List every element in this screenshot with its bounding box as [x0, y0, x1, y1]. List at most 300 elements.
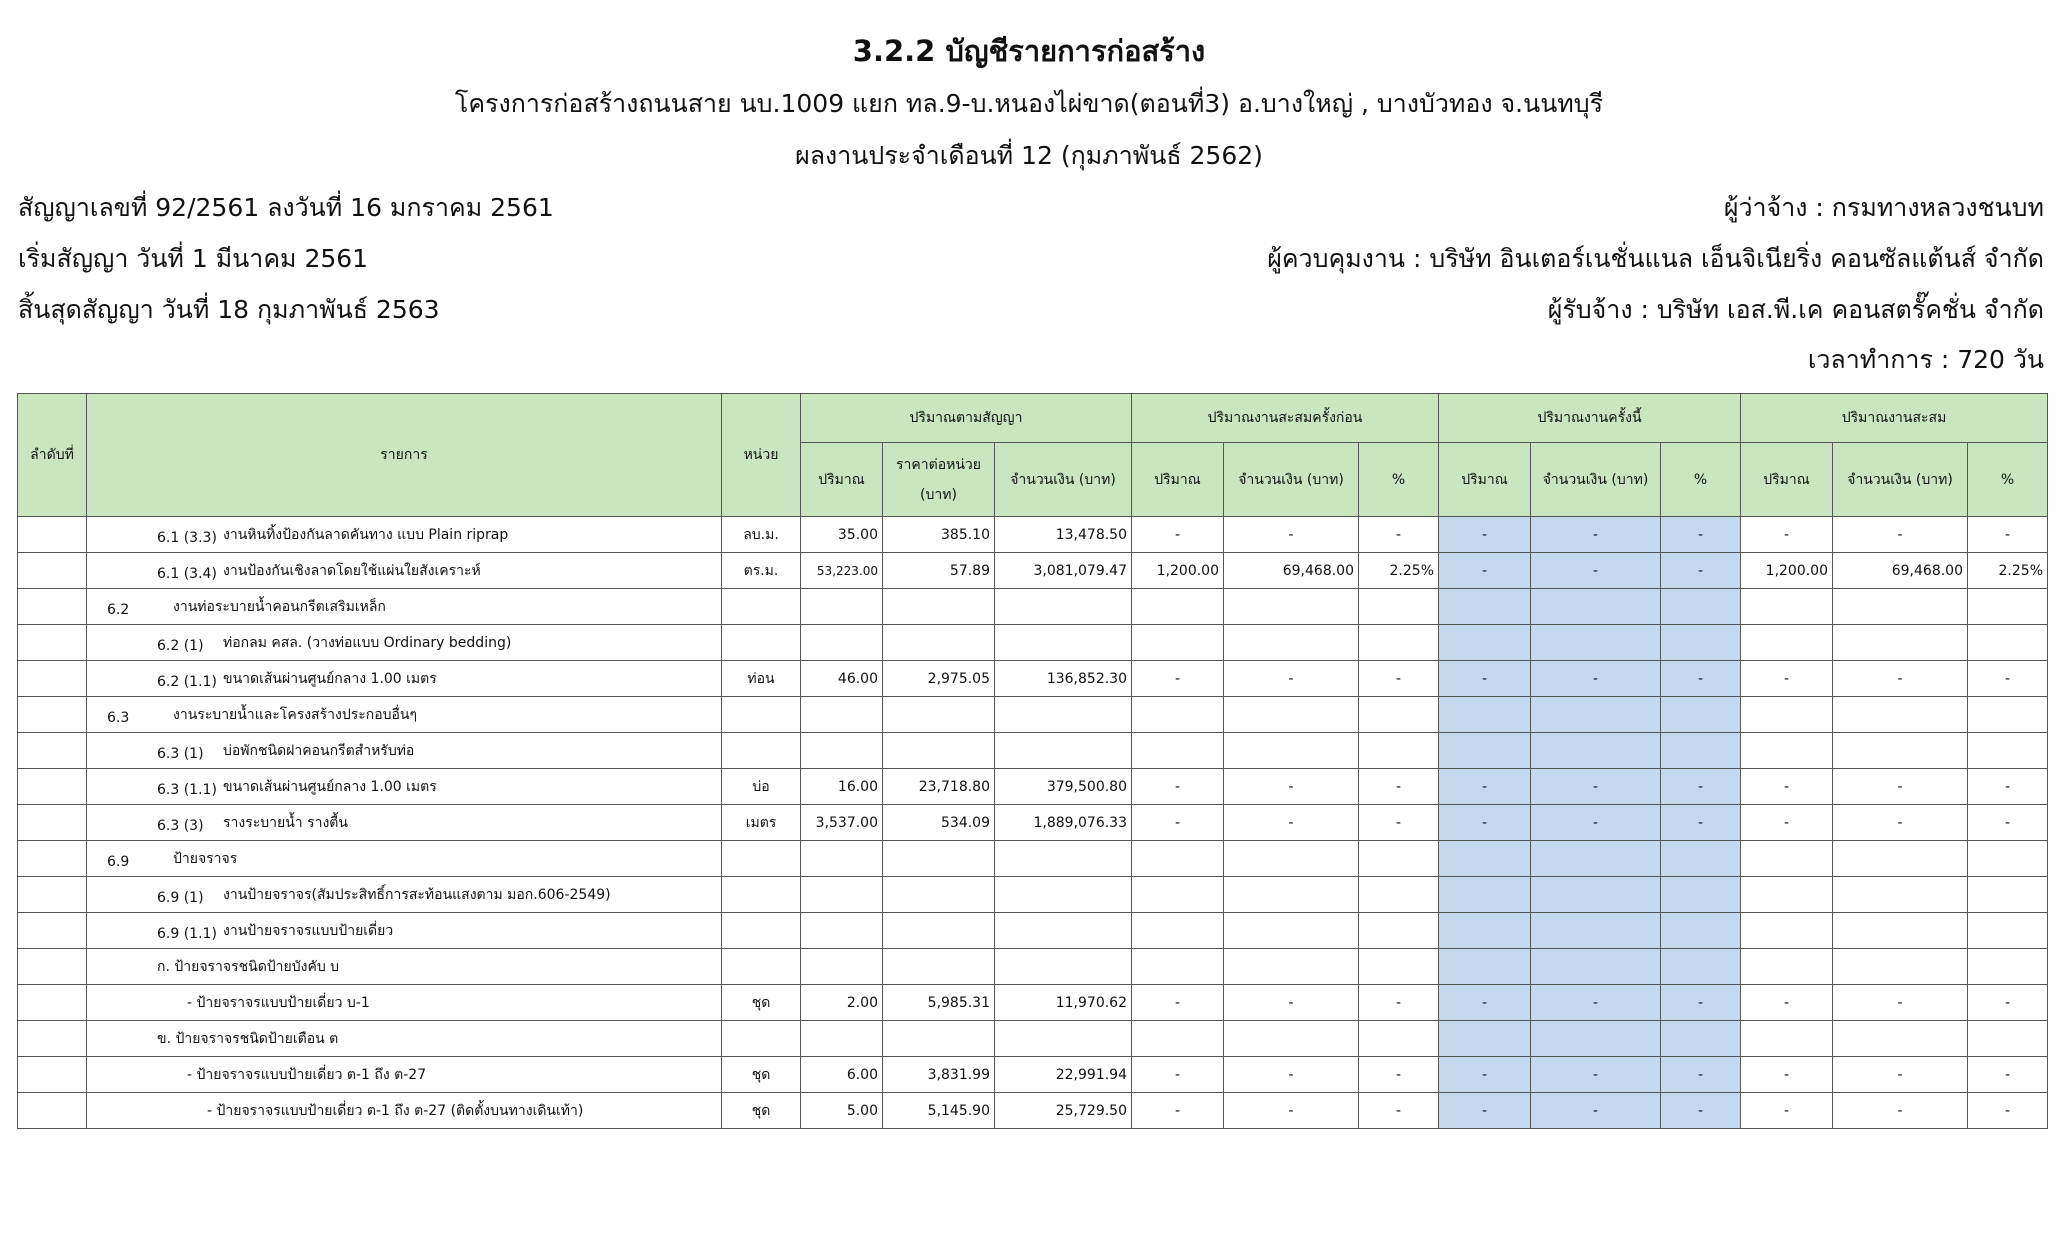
previous-amount-cell: - — [1224, 661, 1359, 697]
contract-amount-cell — [995, 877, 1132, 913]
contract-qty-cell — [801, 1021, 883, 1057]
unit-cell — [722, 733, 801, 769]
unit-cell — [722, 877, 801, 913]
cumulative-qty-cell — [1741, 877, 1833, 913]
cumulative-qty-cell — [1741, 1021, 1833, 1057]
header-contract-qty: ปริมาณ — [801, 443, 883, 517]
previous-pct-cell: - — [1359, 517, 1439, 553]
seq-cell — [18, 805, 87, 841]
cumulative-qty-cell: 1,200.00 — [1741, 553, 1833, 589]
cumulative-pct-cell — [1968, 733, 2048, 769]
item-description: งานป้ายจราจร(สัมประสิทธิ์การสะท้อนแสงตาม มอก.606-2549) — [223, 886, 611, 903]
this-pct-cell: - — [1661, 985, 1741, 1021]
this-amount-cell: - — [1531, 553, 1661, 589]
previous-pct-cell — [1359, 625, 1439, 661]
item-description: - ป้ายจราจรแบบป้ายเดี่ยว ต-1 ถึง ต-27 — [187, 1066, 427, 1083]
unit-price-cell: 23,718.80 — [883, 769, 995, 805]
contract-amount-cell: 13,478.50 — [995, 517, 1132, 553]
previous-amount-cell: - — [1224, 985, 1359, 1021]
unit-price-cell: 3,831.99 — [883, 1057, 995, 1093]
this-pct-cell — [1661, 1021, 1741, 1057]
cumulative-amount-cell: - — [1833, 769, 1968, 805]
item-cell — [87, 697, 722, 733]
seq-cell — [18, 697, 87, 733]
item-code: 6.1 (3.4) — [157, 565, 217, 582]
this-pct-cell: - — [1661, 1057, 1741, 1093]
table-row — [18, 985, 2048, 1021]
previous-pct-cell — [1359, 697, 1439, 733]
unit-price-cell — [883, 697, 995, 733]
previous-amount-cell: - — [1224, 517, 1359, 553]
cumulative-amount-cell: - — [1833, 1093, 1968, 1129]
cumulative-amount-cell: - — [1833, 805, 1968, 841]
cumulative-qty-cell: - — [1741, 985, 1833, 1021]
this-qty-cell: - — [1439, 553, 1531, 589]
contract-amount-cell — [995, 913, 1132, 949]
this-amount-cell: - — [1531, 1057, 1661, 1093]
previous-pct-cell — [1359, 913, 1439, 949]
unit-cell — [722, 697, 801, 733]
previous-pct-cell: - — [1359, 1093, 1439, 1129]
table-row — [18, 877, 2048, 913]
this-qty-cell — [1439, 625, 1531, 661]
seq-cell — [18, 517, 87, 553]
contract-qty-cell — [801, 697, 883, 733]
seq-cell — [18, 553, 87, 589]
item-cell — [87, 841, 722, 877]
item-description: บ่อพักชนิดฝาคอนกรีตสำหรับท่อ — [223, 742, 415, 759]
cumulative-amount-cell — [1833, 877, 1968, 913]
previous-pct-cell: - — [1359, 985, 1439, 1021]
cumulative-pct-cell — [1968, 589, 2048, 625]
previous-qty-cell: 1,200.00 — [1132, 553, 1224, 589]
cumulative-pct-cell: - — [1968, 661, 2048, 697]
table-row — [18, 805, 2048, 841]
contract-duration: เวลาทำการ : 720 วัน — [1807, 345, 2044, 374]
this-qty-cell: - — [1439, 985, 1531, 1021]
previous-amount-cell — [1224, 733, 1359, 769]
cumulative-amount-cell — [1833, 1021, 1968, 1057]
contract-amount-cell: 3,081,079.47 — [995, 553, 1132, 589]
cumulative-pct-cell — [1968, 913, 2048, 949]
contract-qty-cell — [801, 877, 883, 913]
cumulative-amount-cell: - — [1833, 1057, 1968, 1093]
cumulative-qty-cell: - — [1741, 1093, 1833, 1129]
header-previous-amount: จำนวนเงิน (บาท) — [1224, 443, 1359, 517]
item-code: 6.3 (1.1) — [157, 781, 217, 798]
this-qty-cell: - — [1439, 661, 1531, 697]
seq-cell — [18, 1021, 87, 1057]
contract-amount-cell: 11,970.62 — [995, 985, 1132, 1021]
contract-qty-cell: 46.00 — [801, 661, 883, 697]
item-description: งานหินทิ้งป้องกันลาดคันทาง แบบ Plain riprap — [223, 526, 509, 543]
unit-price-cell: 2,975.05 — [883, 661, 995, 697]
item-description: งานป้ายจราจรแบบป้ายเดี่ยว — [223, 922, 394, 939]
header-item: รายการ — [87, 394, 722, 517]
item-cell — [87, 949, 722, 985]
item-code: 6.2 (1.1) — [157, 673, 217, 690]
this-pct-cell — [1661, 733, 1741, 769]
seq-cell — [18, 733, 87, 769]
contract-amount-cell — [995, 625, 1132, 661]
cumulative-qty-cell — [1741, 841, 1833, 877]
previous-qty-cell — [1132, 913, 1224, 949]
item-description: ขนาดเส้นผ่านศูนย์กลาง 1.00 เมตร — [223, 778, 437, 795]
unit-cell — [722, 625, 801, 661]
this-pct-cell: - — [1661, 1093, 1741, 1129]
table-row — [18, 769, 2048, 805]
item-description: งานท่อระบายน้ำคอนกรีตเสริมเหล็ก — [173, 598, 386, 615]
previous-pct-cell: 2.25% — [1359, 553, 1439, 589]
unit-cell: เมตร — [722, 805, 801, 841]
unit-price-cell — [883, 841, 995, 877]
previous-qty-cell — [1132, 841, 1224, 877]
item-cell — [87, 625, 722, 661]
item-description: ท่อกลม คสล. (วางท่อแบบ Ordinary bedding) — [223, 634, 512, 651]
previous-pct-cell — [1359, 877, 1439, 913]
item-cell — [87, 769, 722, 805]
cumulative-amount-cell — [1833, 733, 1968, 769]
item-code: 6.1 (3.3) — [157, 529, 217, 546]
item-cell — [87, 877, 722, 913]
header-cumulative-qty: ปริมาณ — [1741, 443, 1833, 517]
this-amount-cell: - — [1531, 661, 1661, 697]
previous-amount-cell — [1224, 841, 1359, 877]
contract-number: สัญญาเลขที่ 92/2561 ลงวันที่ 16 มกราคม 2561 — [18, 193, 554, 222]
cumulative-pct-cell: - — [1968, 769, 2048, 805]
cumulative-pct-cell: - — [1968, 805, 2048, 841]
contract-qty-cell — [801, 733, 883, 769]
unit-price-cell: 5,985.31 — [883, 985, 995, 1021]
item-cell — [87, 1021, 722, 1057]
item-description: ข. ป้ายจราจรชนิดป้ายเตือน ต — [157, 1030, 339, 1047]
previous-qty-cell — [1132, 625, 1224, 661]
table-row — [18, 1021, 2048, 1057]
contract-qty-cell: 16.00 — [801, 769, 883, 805]
supervisor: ผู้ควบคุมงาน : บริษัท อินเตอร์เนชั่นแนล เอ็นจิเนียริ่ง คอนซัลแต้นส์ จำกัด — [1267, 244, 2044, 273]
previous-qty-cell: - — [1132, 1093, 1224, 1129]
contract-amount-cell: 25,729.50 — [995, 1093, 1132, 1129]
this-pct-cell — [1661, 949, 1741, 985]
previous-pct-cell — [1359, 841, 1439, 877]
this-qty-cell: - — [1439, 769, 1531, 805]
this-amount-cell — [1531, 877, 1661, 913]
seq-cell — [18, 1093, 87, 1129]
previous-pct-cell: - — [1359, 805, 1439, 841]
this-amount-cell: - — [1531, 805, 1661, 841]
item-code: 6.2 — [107, 601, 130, 618]
seq-cell — [18, 985, 87, 1021]
cumulative-qty-cell — [1741, 949, 1833, 985]
report-period: ผลงานประจำเดือนที่ 12 (กุมภาพันธ์ 2562) — [795, 141, 1263, 170]
cumulative-pct-cell: - — [1968, 1093, 2048, 1129]
contract-qty-cell: 3,537.00 — [801, 805, 883, 841]
item-cell — [87, 913, 722, 949]
contract-qty-cell: 5.00 — [801, 1093, 883, 1129]
contract-qty-cell — [801, 949, 883, 985]
cumulative-qty-cell — [1741, 913, 1833, 949]
header-this-period-group: ปริมาณงานครั้งนี้ — [1439, 394, 1741, 443]
this-qty-cell — [1439, 913, 1531, 949]
contract-amount-cell: 22,991.94 — [995, 1057, 1132, 1093]
cumulative-pct-cell: - — [1968, 985, 2048, 1021]
previous-qty-cell — [1132, 949, 1224, 985]
contract-amount-cell: 136,852.30 — [995, 661, 1132, 697]
contract-qty-cell — [801, 625, 883, 661]
this-amount-cell: - — [1531, 985, 1661, 1021]
this-qty-cell — [1439, 877, 1531, 913]
this-qty-cell — [1439, 589, 1531, 625]
contract-qty-cell: 35.00 — [801, 517, 883, 553]
this-pct-cell: - — [1661, 517, 1741, 553]
this-qty-cell — [1439, 949, 1531, 985]
header-contract-unit-price: ราคาต่อหน่วย (บาท) — [883, 443, 995, 517]
previous-qty-cell: - — [1132, 769, 1224, 805]
item-code: 6.3 (1) — [157, 745, 204, 762]
seq-cell — [18, 877, 87, 913]
contract-qty-cell — [801, 913, 883, 949]
this-amount-cell: - — [1531, 517, 1661, 553]
unit-cell — [722, 589, 801, 625]
this-pct-cell — [1661, 697, 1741, 733]
previous-amount-cell — [1224, 625, 1359, 661]
cumulative-pct-cell: - — [1968, 1057, 2048, 1093]
this-qty-cell: - — [1439, 1057, 1531, 1093]
cumulative-pct-cell — [1968, 877, 2048, 913]
unit-price-cell — [883, 589, 995, 625]
unit-price-cell — [883, 733, 995, 769]
table-row — [18, 949, 2048, 985]
previous-amount-cell — [1224, 877, 1359, 913]
contract-amount-cell — [995, 949, 1132, 985]
item-cell — [87, 1057, 722, 1093]
previous-amount-cell — [1224, 697, 1359, 733]
seq-cell — [18, 589, 87, 625]
previous-pct-cell — [1359, 733, 1439, 769]
item-cell — [87, 985, 722, 1021]
table-row — [18, 697, 2048, 733]
contract-amount-cell — [995, 1021, 1132, 1057]
item-code: 6.2 (1) — [157, 637, 204, 654]
cumulative-amount-cell: 69,468.00 — [1833, 553, 1968, 589]
header-previous-pct: % — [1359, 443, 1439, 517]
this-qty-cell — [1439, 841, 1531, 877]
table-row — [18, 841, 2048, 877]
unit-price-cell — [883, 877, 995, 913]
item-cell — [87, 661, 722, 697]
this-amount-cell — [1531, 697, 1661, 733]
cumulative-amount-cell: - — [1833, 661, 1968, 697]
item-description: ป้ายจราจร — [173, 850, 238, 867]
contract-amount-cell: 1,889,076.33 — [995, 805, 1132, 841]
contract-end: สิ้นสุดสัญญา วันที่ 18 กุมภาพันธ์ 2563 — [18, 295, 440, 324]
table-row — [18, 913, 2048, 949]
previous-pct-cell: - — [1359, 661, 1439, 697]
item-description: ขนาดเส้นผ่านศูนย์กลาง 1.00 เมตร — [223, 670, 437, 687]
table-row — [18, 1057, 2048, 1093]
this-qty-cell — [1439, 1021, 1531, 1057]
this-qty-cell: - — [1439, 1093, 1531, 1129]
previous-amount-cell: - — [1224, 1093, 1359, 1129]
cumulative-qty-cell: - — [1741, 1057, 1833, 1093]
contract-amount-cell — [995, 589, 1132, 625]
this-pct-cell: - — [1661, 553, 1741, 589]
contract-qty-cell: 53,223.00 — [801, 553, 883, 589]
seq-cell — [18, 913, 87, 949]
unit-cell: ท่อน — [722, 661, 801, 697]
unit-price-cell — [883, 625, 995, 661]
unit-cell — [722, 913, 801, 949]
item-cell — [87, 733, 722, 769]
item-code: 6.9 — [107, 853, 130, 870]
previous-pct-cell: - — [1359, 769, 1439, 805]
bill-of-quantities-table — [17, 393, 2048, 1129]
item-description: ก. ป้ายจราจรชนิดป้ายบังคับ บ — [157, 958, 340, 975]
seq-cell — [18, 769, 87, 805]
cumulative-amount-cell — [1833, 841, 1968, 877]
contract-qty-cell: 6.00 — [801, 1057, 883, 1093]
previous-qty-cell: - — [1132, 661, 1224, 697]
table-row — [18, 733, 2048, 769]
this-amount-cell: - — [1531, 769, 1661, 805]
this-pct-cell — [1661, 877, 1741, 913]
this-amount-cell — [1531, 589, 1661, 625]
unit-cell: บ่อ — [722, 769, 801, 805]
item-code: 6.9 (1) — [157, 889, 204, 906]
unit-price-cell — [883, 1021, 995, 1057]
header-previous-qty: ปริมาณ — [1132, 443, 1224, 517]
header-unit: หน่วย — [722, 394, 801, 517]
item-description: - ป้ายจราจรแบบป้ายเดี่ยว บ-1 — [187, 994, 370, 1011]
cumulative-qty-cell: - — [1741, 661, 1833, 697]
cumulative-amount-cell: - — [1833, 985, 1968, 1021]
contract-amount-cell — [995, 733, 1132, 769]
this-amount-cell — [1531, 949, 1661, 985]
previous-pct-cell: - — [1359, 1057, 1439, 1093]
table-row — [18, 517, 2048, 553]
this-pct-cell: - — [1661, 805, 1741, 841]
unit-price-cell: 534.09 — [883, 805, 995, 841]
cumulative-pct-cell — [1968, 697, 2048, 733]
unit-cell: ชุด — [722, 1057, 801, 1093]
unit-cell: ลบ.ม. — [722, 517, 801, 553]
seq-cell — [18, 625, 87, 661]
cumulative-pct-cell — [1968, 1021, 2048, 1057]
header-seq: ลำดับที่ — [18, 394, 87, 517]
previous-amount-cell: 69,468.00 — [1224, 553, 1359, 589]
unit-price-cell — [883, 913, 995, 949]
cumulative-qty-cell — [1741, 733, 1833, 769]
previous-amount-cell — [1224, 913, 1359, 949]
previous-pct-cell — [1359, 1021, 1439, 1057]
header-contract-group: ปริมาณตามสัญญา — [801, 394, 1132, 443]
seq-cell — [18, 841, 87, 877]
item-code: 6.9 (1.1) — [157, 925, 217, 942]
cumulative-pct-cell — [1968, 949, 2048, 985]
this-pct-cell: - — [1661, 661, 1741, 697]
unit-price-cell: 5,145.90 — [883, 1093, 995, 1129]
seq-cell — [18, 1057, 87, 1093]
previous-amount-cell — [1224, 589, 1359, 625]
this-amount-cell — [1531, 733, 1661, 769]
header-this-amount: จำนวนเงิน (บาท) — [1531, 443, 1661, 517]
previous-qty-cell: - — [1132, 985, 1224, 1021]
previous-qty-cell: - — [1132, 517, 1224, 553]
unit-cell: ตร.ม. — [722, 553, 801, 589]
document-title: 3.2.2 บัญชีรายการก่อสร้าง — [852, 34, 1206, 68]
header-cumulative-group: ปริมาณงานสะสม — [1741, 394, 2048, 443]
item-description: รางระบายน้ำ รางตื้น — [223, 814, 348, 831]
contract-amount-cell: 379,500.80 — [995, 769, 1132, 805]
this-qty-cell: - — [1439, 805, 1531, 841]
unit-price-cell — [883, 949, 995, 985]
cumulative-amount-cell: - — [1833, 517, 1968, 553]
contract-amount-cell — [995, 697, 1132, 733]
employer: ผู้ว่าจ้าง : กรมทางหลวงชนบท — [1723, 193, 2044, 222]
cumulative-qty-cell: - — [1741, 805, 1833, 841]
previous-pct-cell — [1359, 949, 1439, 985]
cumulative-amount-cell — [1833, 589, 1968, 625]
previous-amount-cell: - — [1224, 1057, 1359, 1093]
table-row — [18, 625, 2048, 661]
cumulative-amount-cell — [1833, 697, 1968, 733]
this-amount-cell — [1531, 913, 1661, 949]
previous-amount-cell — [1224, 1021, 1359, 1057]
contract-qty-cell — [801, 841, 883, 877]
this-pct-cell — [1661, 841, 1741, 877]
contract-qty-cell: 2.00 — [801, 985, 883, 1021]
this-pct-cell — [1661, 913, 1741, 949]
table-row — [18, 661, 2048, 697]
item-cell — [87, 1093, 722, 1129]
table-row — [18, 553, 2048, 589]
this-qty-cell — [1439, 697, 1531, 733]
unit-cell: ชุด — [722, 1093, 801, 1129]
contractor: ผู้รับจ้าง : บริษัท เอส.พี.เค คอนสตรั๊คชั่น จำกัด — [1547, 295, 2044, 324]
unit-price-cell: 57.89 — [883, 553, 995, 589]
item-cell — [87, 589, 722, 625]
unit-cell — [722, 841, 801, 877]
this-qty-cell: - — [1439, 517, 1531, 553]
header-contract-amount: จำนวนเงิน (บาท) — [995, 443, 1132, 517]
contract-qty-cell — [801, 589, 883, 625]
previous-qty-cell — [1132, 589, 1224, 625]
cumulative-amount-cell — [1833, 625, 1968, 661]
cumulative-qty-cell: - — [1741, 769, 1833, 805]
cumulative-pct-cell — [1968, 841, 2048, 877]
item-description: งานป้องกันเชิงลาดโดยใช้แผ่นใยสังเคราะห์ — [223, 562, 481, 579]
header-this-qty: ปริมาณ — [1439, 443, 1531, 517]
item-cell — [87, 553, 722, 589]
previous-qty-cell — [1132, 877, 1224, 913]
item-code: 6.3 (3) — [157, 817, 204, 834]
previous-qty-cell — [1132, 733, 1224, 769]
previous-qty-cell — [1132, 1021, 1224, 1057]
previous-qty-cell: - — [1132, 1057, 1224, 1093]
this-qty-cell — [1439, 733, 1531, 769]
header-this-pct: % — [1661, 443, 1741, 517]
previous-amount-cell: - — [1224, 769, 1359, 805]
header-cumulative-pct: % — [1968, 443, 2048, 517]
this-pct-cell: - — [1661, 769, 1741, 805]
cumulative-qty-cell — [1741, 589, 1833, 625]
item-description: งานระบายน้ำและโครงสร้างประกอบอื่นๆ — [173, 706, 418, 723]
cumulative-pct-cell: 2.25% — [1968, 553, 2048, 589]
previous-qty-cell: - — [1132, 805, 1224, 841]
previous-pct-cell — [1359, 589, 1439, 625]
unit-cell — [722, 949, 801, 985]
contract-start: เริ่มสัญญา วันที่ 1 มีนาคม 2561 — [18, 244, 369, 273]
